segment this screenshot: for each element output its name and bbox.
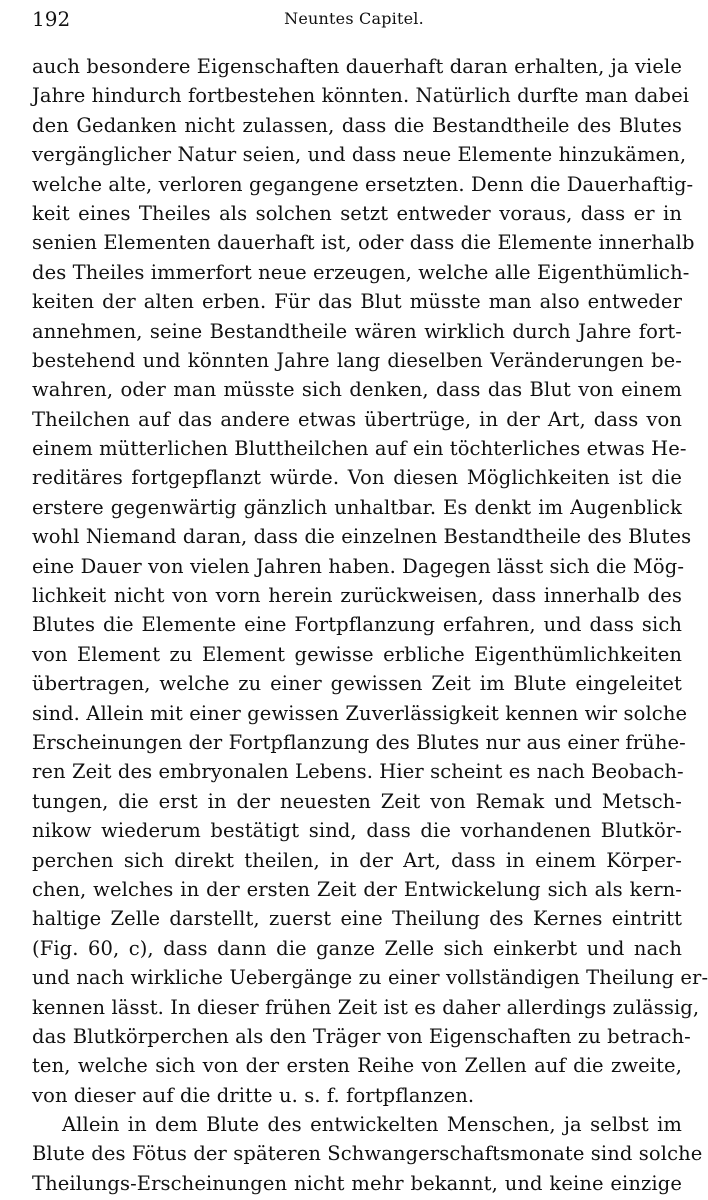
text-line: senien Elementen dauerhaft ist, oder dass die Elemente innerhalb [32, 231, 695, 255]
running-head: Neuntes Capitel. [284, 9, 424, 28]
text-line: lichkeit nicht von vorn herein zurückweisen, dass innerhalb des [32, 584, 682, 608]
text-line: wohl Niemand daran, dass die einzelnen Bestandtheile des Blutes [32, 525, 692, 549]
text-line: einem mütterlichen Bluttheilchen auf ein töchterliches etwas He- [32, 437, 687, 461]
text-line: reditäres fortgepflanzt würde. Von diesen Möglichkeiten ist die [32, 466, 682, 490]
paragraph-end-line: von dieser auf die dritte u. s. f. fortpflanzen. [32, 1083, 475, 1107]
text-line: sind. Allein mit einer gewissen Zuverlässigkeit kennen wir solche [32, 701, 688, 725]
text-line: wahren, oder man müsste sich denken, dass das Blut von einem [32, 378, 682, 402]
text-line: des Theiles immerfort neue erzeugen, welche alle Eigenthümlich- [32, 260, 690, 284]
paragraph-start-line: Allein in dem Blute des entwickelten Menschen, ja selbst im [62, 1113, 682, 1137]
page-header [32, 6, 676, 32]
text-line: übertragen, welche zu einer gewissen Zeit im Blute eingeleitet [32, 672, 682, 696]
text-line: Theilchen auf das andere etwas übertrüge, in der Art, dass von [32, 407, 682, 431]
text-line: vergänglicher Natur seien, und dass neue Elemente hinzukämen, [32, 143, 687, 167]
text-line: ren Zeit des embryonalen Lebens. Hier scheint es nach Beobach- [32, 760, 684, 784]
text-line: annehmen, seine Bestandtheile wären wirklich durch Jahre fort- [32, 319, 682, 343]
text-line: Jahre hindurch fortbestehen könnten. Natürlich durfte man dabei [32, 84, 690, 108]
text-line: eine Dauer von vielen Jahren haben. Dagegen lässt sich die Mög- [32, 554, 685, 578]
text-line: das Blutkörperchen als den Träger von Eigenschaften zu betrach- [32, 1024, 691, 1048]
body-text [32, 52, 708, 1198]
text-line: auch besondere Eigenschaften dauerhaft daran erhalten, ja viele [32, 55, 682, 78]
text-line: Blutes die Elemente eine Fortpflanzung erfahren, und dass sich [32, 613, 682, 637]
text-line: bestehend und könnten Jahre lang dieselben Veränderungen be- [32, 348, 682, 372]
text-line: welche alte, verloren gegangene ersetzten. Denn die Dauerhaftig- [32, 172, 694, 196]
text-line: Erscheinungen der Fortpflanzung des Blutes nur aus einer frühe- [32, 730, 686, 754]
text-line: chen, welches in der ersten Zeit der Entwickelung sich als kern- [32, 877, 682, 901]
text-line: von Element zu Element gewisse erbliche Eigenthümlichkeiten [32, 642, 682, 666]
text-line: Theilungs-Erscheinungen nicht mehr bekannt, und keine einzige [32, 1171, 682, 1195]
text-line: keiten der alten erben. Für das Blut müsste man also entweder [32, 290, 682, 314]
text-line: kennen lässt. In dieser frühen Zeit ist es daher allerdings zulässig, [32, 995, 700, 1019]
text-line: tungen, die erst in der neuesten Zeit von Remak und Metsch- [32, 789, 682, 813]
text-line: erstere gegenwärtig gänzlich unhaltbar. Es denkt im Augenblick [32, 495, 682, 519]
page-number: 192 [32, 7, 71, 31]
text-line: perchen sich direkt theilen, in der Art, dass in einem Körper- [32, 848, 682, 872]
text-line: Blute des Fötus der späteren Schwangerschaftsmonate sind solche [32, 1142, 703, 1166]
text-line: (Fig. 60, c), dass dann die ganze Zelle sich einkerbt und nach [32, 936, 682, 960]
text-line: ten, welche sich von der ersten Reihe von Zellen auf die zweite, [32, 1054, 682, 1078]
text-line: und nach wirkliche Uebergänge zu einer vollständigen Theilung er- [32, 966, 708, 990]
text-line: haltige Zelle darstellt, zuerst eine Theilung des Kernes eintritt [32, 907, 682, 931]
text-line: nikow wiederum bestätigt sind, dass die vorhandenen Blutkör- [32, 819, 682, 843]
text-line: keit eines Theiles als solchen setzt entweder voraus, dass er in [32, 201, 682, 225]
text-line: den Gedanken nicht zulassen, dass die Bestandtheile des Blutes [32, 113, 682, 137]
